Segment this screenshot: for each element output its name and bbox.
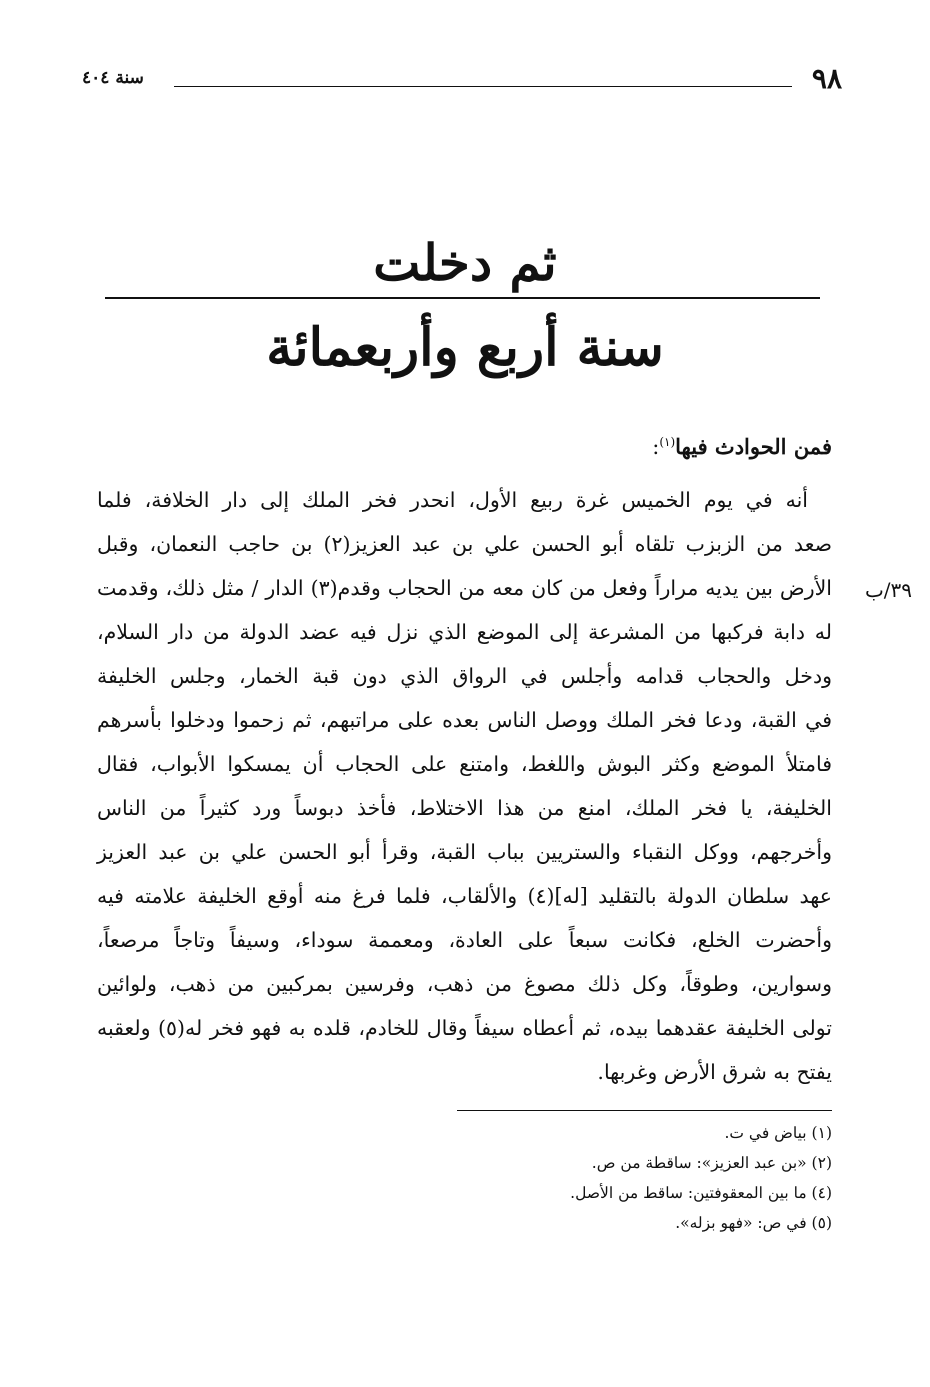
footnote: (١) بياض في ت. [724,1124,832,1142]
text-line: الخليفة، يا فخر الملك، امنع من هذا الاختلاط، فأخذ دبوساً ورد كثيراً من الناس [97,796,832,820]
page-number: ٩٨ [811,62,842,95]
footnote: (٢) «بن عبد العزيز»: ساقطة من ص. [591,1154,832,1172]
footnotes [132,1118,832,1238]
text-line: يفتح به شرق الأرض وغربها. [597,1060,832,1084]
text-line: الأرض بين يديه مراراً وفعل من كان معه من الحجاب وقدم(٣) الدار / مثل ذلك، وقدمت [97,576,832,600]
text-line: وأحضرت الخلع، فكانت سبعاً على العادة، ومعممة سوداء، وسيفاً وتاجاً مرصعاً، [97,928,832,952]
text-line: تولى الخليفة عقدهما بيده، ثم أعطاه سيفاً وقال للخادم، قلده به فهو فخر له(٥) ولعقبه [97,1016,832,1040]
running-header [82,62,842,96]
chapter-title: ثم دخلت [373,233,557,292]
section-heading-text: فمن الحوادث فيها [675,434,832,459]
section-heading-suffix: : [652,435,660,459]
text-line: فامتلأ الموضع وكثر البوش واللغط، وامتنع على الحجاب أن يمسكوا الأبواب، فقال [97,752,832,776]
footnote-marker: (١) [659,435,676,449]
text-line: له دابة فركبها من المشرعة إلى الموضع الذي نزل فيه عضد الدولة من دار السلام، [97,620,832,644]
footnote-divider [457,1110,832,1111]
header-year: سنة ٤٠٤ [82,68,144,88]
footnote: (٤) ما بين المعقوفتين: ساقط من الأصل. [570,1184,832,1202]
header-rule [174,86,792,87]
title-divider [105,297,820,299]
body-text [97,478,832,1094]
text-line: ودخل والحجاب قدامه وأجلس في الرواق الذي دون قبة الخمار، وجلس الخليفة [97,664,832,688]
text-line: أنه في يوم الخميس غرة ربيع الأول، انحدر فخر الملك إلى دار الخلافة، فلما [97,488,808,512]
section-heading [652,430,832,464]
year-title: سنة أربع وأربعمائة [266,317,664,378]
text-line: في القبة، ودعا فخر الملك ووصل الناس بعده على مراتبهم، ثم زحموا ودخلوا بأسرهم [97,708,832,732]
footnote: (٥) في ص: «فهو بزله». [675,1214,832,1232]
text-line: وسوارين، وطوقاً، وكل ذلك مصوغ من ذهب، وفرسين بمركبين من ذهب، ولوائين [97,972,832,996]
text-line: صعد من الزبزب تلقاه أبو الحسن علي بن عبد العزيز(٢) بن حاجب النعمان، وقبل [97,532,832,556]
text-line: عهد سلطان الدولة بالتقليد [له](٤) والألقاب، فلما فرغ منه أوقع الخليفة علامته فيه [97,884,832,908]
manuscript-folio-note: ٣٩/ب [864,578,912,602]
text-line: وأخرجهم، ووكل النقباء والستريين بباب القبة، وقرأ أبو الحسن علي بن عبد العزيز [97,840,832,864]
